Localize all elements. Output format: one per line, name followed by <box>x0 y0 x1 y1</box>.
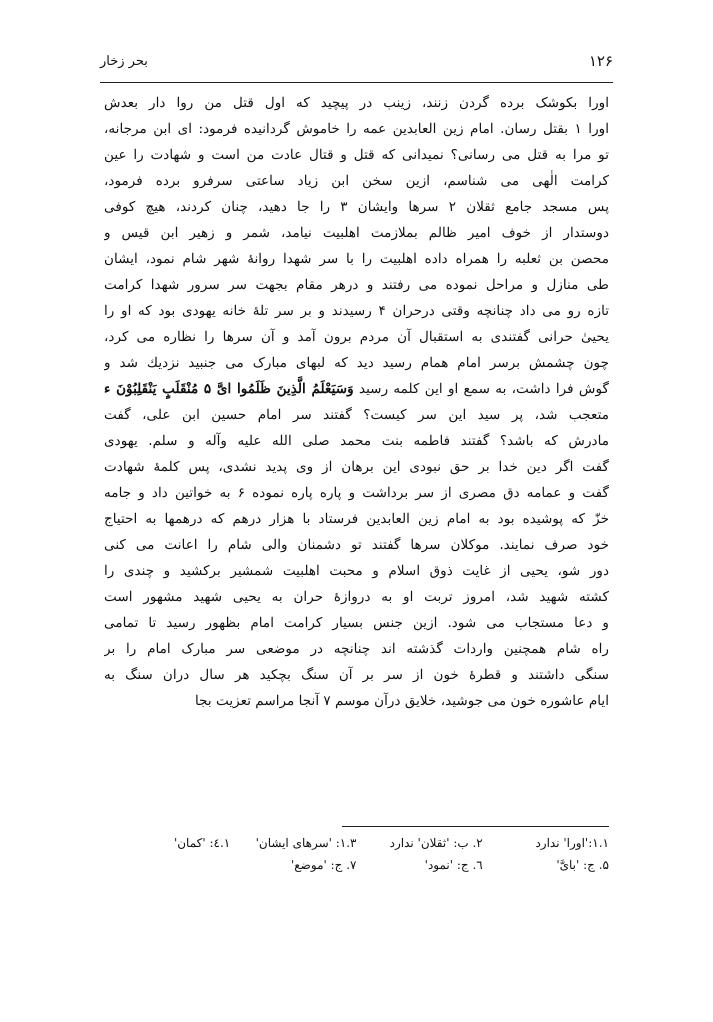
page-number: ۱۲۶ <box>588 52 613 70</box>
text-line-10: یحییٰ حرانی گفتندی به استقبال آن مردم برون آمد و آن سرها را نظاره می کرد، <box>104 329 609 345</box>
header-divider <box>100 82 613 83</box>
footnote-1: ۱.۱:'اورا' ندارد <box>535 836 609 850</box>
footnote-7: ۷. ج: 'موضع' <box>291 858 357 872</box>
footnote-4: ۱.٤: 'کمان' <box>173 836 231 850</box>
text-line-13: متعجب شد، پر سید این سر کیست؟ گفتند سر امام حسین ابن علی، گفت <box>104 407 609 423</box>
text-line-2: اورا ۱ بقتل رسان. امام زین العابدین عمه را خاموش گردانیده فرمود: ای ابن مرجانه، <box>104 121 609 137</box>
footnote-3: ۱.۳: 'سرهای ایشان' <box>255 836 357 850</box>
quran-phrase: وَسَيَعْلَمُ الَّذِينَ ظَلَمُوا ایَّ ۵ مُنْقَلَبٍ يَنْقَلِبُوْنَ ء <box>104 381 354 397</box>
text-line-14: مادرش که باشد؟ گفتند فاطمه بنت محمد صلی الله علیه وآله و سلم. یهودی <box>104 433 609 449</box>
text-line-12-plain: گوش فرا داشت، به سمع او این کلمه رسید <box>358 381 609 397</box>
text-line-7: محصن بن ثعلبه را همراه داده اهلبیت را با سر شهدا روانهٔ شهر شام نمود، ایشان <box>104 251 609 267</box>
footnote-6: ٦. ج: 'نمود' <box>424 858 483 872</box>
text-line-6: دوستدار از خوف امیر ظالم بملازمت اهلبیت نیامد، شمر و زهیر ابن قیس و <box>104 225 609 241</box>
text-line-3: تو مرا به قتل می رسانی؟ نمیدانی که قتل و قتال عادت من است و شهادت را عین <box>104 147 609 163</box>
text-line-21: و دعا مستجاب می شود. ازین جنس بسیار کرامت امام بظهور رسید تا تمامی <box>104 615 609 631</box>
text-line-5: پس مسجد جامع ثقلان ۲ سرها وایشان ۳ را جا دهید، چنان کردند، هیچ کوفی <box>104 199 609 215</box>
footnote-row-1 <box>104 832 609 854</box>
text-line-23: سنگی داشتند و قطرهٔ خون از سر بر آن سنگ بچکید هر سال دران سنگ به <box>104 667 609 683</box>
text-line-22: راه شام همچنین واردات گذشته اند چنانچه در موضعی سر مبارک امام را بر <box>104 641 609 657</box>
page-header <box>100 52 613 78</box>
text-line-20: کشته شهید شد، امروز تربت او به دروازهٔ حران به یحیی شهید مشهور است <box>104 589 609 605</box>
text-line-16: گفت و عمامه دق مصری از سر برداشت و پاره پاره نموده ۶ به خواتین داد و جامه <box>104 485 609 501</box>
text-line-19: دور شو، یحیی از غایت ذوق اسلام و محبت اهلبیت شمشیر برکشید و چندی را <box>104 563 609 579</box>
text-line-15: گفت اگر دین خدا بر حق نبودی این برهان از وی پدید نشدی، پس کلمهٔ شهادت <box>104 459 609 475</box>
text-line-12 <box>104 376 609 402</box>
text-line-9: تازه رو می داد چنانچه وقتی درحران ۴ رسیدند و بر سر تلهٔ خانه یهودی بود که او را <box>104 303 609 319</box>
footnote-empty-slot <box>104 854 230 876</box>
running-title: بحر زخار <box>100 54 148 69</box>
text-line-1: اورا بکوشک برده گردن زنند، زینب در پیچید که اول قتل من روا دار بعدش <box>104 95 609 111</box>
footnote-2: ۲. ب: 'ثقلان' ندارد <box>389 836 483 850</box>
text-line-11: چون چشمش برسر امام همام رسید دید که لبهای مبارک می جنبید نزدیك شد و <box>104 355 609 371</box>
body-text <box>104 90 609 714</box>
footnotes <box>104 832 609 876</box>
text-line-17: خزّ که پوشیده بود به امام زین العابدین فرستاد با هزار درهم که درهمها به احتیاج <box>104 511 609 527</box>
footnote-row-2 <box>104 854 609 876</box>
text-line-18: خود صرف نمایند. موکلان سرها گفتند تو دشمنان والی شام را اعانت می کنی <box>104 537 609 553</box>
text-line-8: طی منازل و مراحل نموده می رفتند و درهر مقام بجهت سر سرور شهدا کرامت <box>104 277 609 293</box>
footnote-5: ۵. ج: 'بایَّ' <box>556 858 609 872</box>
text-line-24: ایام عاشوره خون می جوشید، خلایق درآن موسم ۷ آنجا مراسم تعزیت بجا <box>194 693 609 709</box>
footnote-divider <box>342 826 609 827</box>
text-line-4: کرامت الٰهی می شناسم، ازین سخن ابن زیاد ساعتی سرفرو برده فرمود، <box>104 173 609 189</box>
